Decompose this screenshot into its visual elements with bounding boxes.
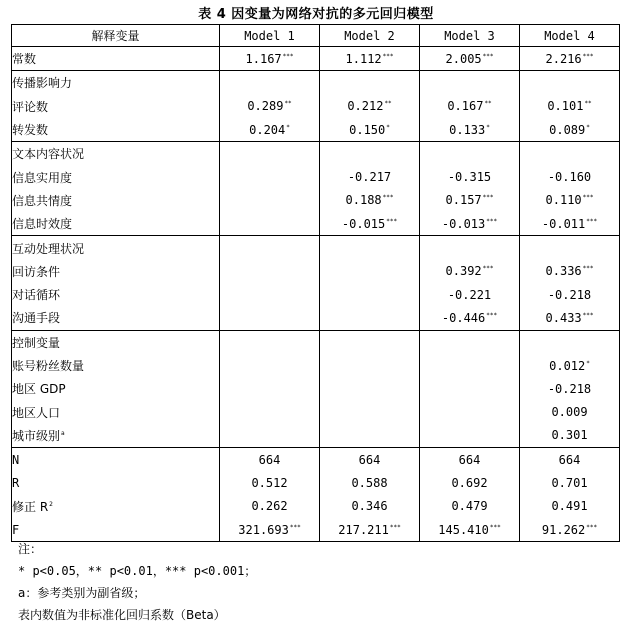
coef-value: 0.009 bbox=[551, 405, 588, 420]
coef-cell-model-2 bbox=[320, 330, 420, 354]
coef-value: 0.701 bbox=[551, 475, 588, 490]
row-label bbox=[12, 400, 220, 423]
coef-cell-model-3 bbox=[420, 518, 520, 542]
coef-cell-model-3 bbox=[420, 495, 520, 518]
coef-cell-model-1 bbox=[220, 471, 320, 494]
header-model-3: Model 3 bbox=[420, 25, 520, 47]
significance-stars: * bbox=[486, 123, 490, 131]
row-label-text: 回访条件 bbox=[12, 264, 61, 279]
coef-cell-model-4 bbox=[520, 306, 620, 330]
coef-value: 0.089 bbox=[549, 122, 586, 137]
significance-stars: *** bbox=[586, 523, 598, 531]
significance-stars: *** bbox=[386, 217, 398, 225]
table-row bbox=[12, 142, 620, 166]
significance-stars: ** bbox=[484, 100, 492, 108]
row-label bbox=[12, 212, 220, 236]
row-label-superscript: 2 bbox=[49, 500, 53, 508]
row-label-text: 地区 GDP bbox=[12, 382, 66, 397]
coef-value: -0.160 bbox=[547, 170, 592, 185]
notes-title: 注： bbox=[18, 542, 43, 556]
coef-value: -0.013 bbox=[441, 216, 486, 231]
coef-cell-model-3 bbox=[420, 330, 520, 354]
table-row bbox=[12, 118, 620, 142]
significance-stars: *** bbox=[389, 523, 401, 531]
coef-cell-model-3 bbox=[420, 400, 520, 423]
coef-value: 664 bbox=[458, 452, 481, 467]
row-label-text: 地区人口 bbox=[12, 405, 61, 420]
regression-table bbox=[11, 24, 620, 542]
coef-cell-model-4 bbox=[520, 448, 620, 472]
coef-value: 0.392 bbox=[445, 264, 482, 279]
row-label-text: 修正 R bbox=[12, 499, 49, 514]
significance-stars: *** bbox=[382, 194, 394, 202]
significance-stars: *** bbox=[482, 194, 494, 202]
coef-value: 0.289 bbox=[247, 99, 284, 114]
coef-value: -0.218 bbox=[547, 287, 592, 302]
coef-cell-model-2 bbox=[320, 142, 420, 166]
coef-cell-model-2 bbox=[320, 260, 420, 283]
row-label bbox=[12, 47, 220, 71]
table-header-row bbox=[12, 25, 620, 47]
coef-cell-model-2 bbox=[320, 236, 420, 260]
significance-stars: * bbox=[586, 123, 590, 131]
coef-cell-model-3 bbox=[420, 306, 520, 330]
row-label-text: 信息实用度 bbox=[12, 170, 73, 185]
coef-cell-model-1 bbox=[220, 306, 320, 330]
coef-cell-model-3 bbox=[420, 165, 520, 188]
row-label bbox=[12, 306, 220, 330]
coef-cell-model-3 bbox=[420, 236, 520, 260]
coef-value: 664 bbox=[558, 452, 581, 467]
coef-cell-model-2 bbox=[320, 95, 420, 118]
coef-cell-model-1 bbox=[220, 495, 320, 518]
coef-value: 0.262 bbox=[251, 499, 288, 514]
significance-stars: *** bbox=[582, 52, 594, 60]
row-label-text: 城市级别 bbox=[12, 428, 61, 443]
row-label-text: 常数 bbox=[12, 52, 37, 67]
row-label bbox=[12, 330, 220, 354]
coef-value: 0.491 bbox=[551, 499, 588, 514]
row-label bbox=[12, 71, 220, 95]
coef-cell-model-1 bbox=[220, 400, 320, 423]
table-row bbox=[12, 212, 620, 236]
coef-value: 0.433 bbox=[545, 310, 582, 325]
significance-stars: *** bbox=[382, 52, 394, 60]
significance-stars: ** bbox=[384, 100, 392, 108]
significance-stars: *** bbox=[582, 194, 594, 202]
coef-cell-model-3 bbox=[420, 471, 520, 494]
coef-value: 217.211 bbox=[338, 522, 389, 537]
coef-cell-model-2 bbox=[320, 471, 420, 494]
row-label bbox=[12, 471, 220, 494]
table-row bbox=[12, 354, 620, 377]
table-row bbox=[12, 95, 620, 118]
coef-cell-model-2 bbox=[320, 189, 420, 212]
coef-value: -0.221 bbox=[447, 287, 492, 302]
table-row bbox=[12, 71, 620, 95]
table-row bbox=[12, 495, 620, 518]
notes-significance: * p<0.05，** p<0.01，*** p<0.001； bbox=[18, 564, 257, 578]
coef-cell-model-3 bbox=[420, 260, 520, 283]
significance-stars: *** bbox=[482, 52, 494, 60]
row-label bbox=[12, 448, 220, 472]
coef-cell-model-4 bbox=[520, 47, 620, 71]
coef-value: 321.693 bbox=[238, 522, 289, 537]
coef-value: 0.150 bbox=[349, 122, 386, 137]
coef-cell-model-2 bbox=[320, 354, 420, 377]
coef-value: 2.216 bbox=[545, 51, 582, 66]
significance-stars: *** bbox=[586, 217, 598, 225]
coef-cell-model-4 bbox=[520, 260, 620, 283]
coef-cell-model-2 bbox=[320, 165, 420, 188]
coef-cell-model-1 bbox=[220, 95, 320, 118]
row-label-text: 信息共情度 bbox=[12, 193, 73, 208]
table-body bbox=[12, 47, 620, 542]
coef-cell-model-3 bbox=[420, 118, 520, 142]
row-label-text: F bbox=[12, 522, 20, 537]
coef-cell-model-1 bbox=[220, 377, 320, 400]
coef-cell-model-4 bbox=[520, 495, 620, 518]
significance-stars: *** bbox=[489, 523, 501, 531]
coef-cell-model-2 bbox=[320, 212, 420, 236]
coef-cell-model-2 bbox=[320, 71, 420, 95]
coef-cell-model-1 bbox=[220, 71, 320, 95]
coef-value: 1.167 bbox=[245, 51, 282, 66]
coef-cell-model-4 bbox=[520, 471, 620, 494]
row-label bbox=[12, 165, 220, 188]
coef-cell-model-1 bbox=[220, 189, 320, 212]
coef-value: 0.188 bbox=[345, 193, 382, 208]
row-label-superscript: a bbox=[61, 429, 65, 437]
row-label-text: R bbox=[12, 475, 20, 490]
coef-cell-model-1 bbox=[220, 236, 320, 260]
coef-cell-model-1 bbox=[220, 424, 320, 448]
coef-cell-model-3 bbox=[420, 71, 520, 95]
coef-cell-model-4 bbox=[520, 283, 620, 306]
coef-cell-model-2 bbox=[320, 448, 420, 472]
row-label bbox=[12, 142, 220, 166]
coef-cell-model-1 bbox=[220, 354, 320, 377]
row-label-text: N bbox=[12, 452, 20, 467]
coef-value: 0.479 bbox=[451, 499, 488, 514]
coef-value: 2.005 bbox=[445, 51, 482, 66]
table-notes bbox=[18, 538, 256, 626]
coef-value: 0.346 bbox=[351, 499, 388, 514]
table-row bbox=[12, 400, 620, 423]
coef-cell-model-4 bbox=[520, 95, 620, 118]
coef-cell-model-3 bbox=[420, 212, 520, 236]
coef-cell-model-3 bbox=[420, 448, 520, 472]
coef-cell-model-4 bbox=[520, 212, 620, 236]
table-row bbox=[12, 424, 620, 448]
coef-value: 0.204 bbox=[249, 122, 286, 137]
row-label-text: 转发数 bbox=[12, 123, 49, 138]
row-label-text: 账号粉丝数量 bbox=[12, 359, 85, 373]
row-label bbox=[12, 236, 220, 260]
significance-stars: *** bbox=[289, 523, 301, 531]
row-label bbox=[12, 283, 220, 306]
significance-stars: *** bbox=[482, 265, 494, 273]
significance-stars: * bbox=[386, 123, 390, 131]
coef-value: 0.101 bbox=[547, 99, 584, 114]
row-label-text: 对话循环 bbox=[12, 288, 61, 303]
coef-value: -0.015 bbox=[341, 216, 386, 231]
coef-value: 0.301 bbox=[551, 428, 588, 443]
row-label bbox=[12, 189, 220, 212]
coef-cell-model-3 bbox=[420, 354, 520, 377]
coef-cell-model-2 bbox=[320, 118, 420, 142]
row-label bbox=[12, 95, 220, 118]
coef-value: -0.011 bbox=[541, 216, 586, 231]
coef-value: -0.446 bbox=[441, 310, 486, 325]
coef-value: 664 bbox=[358, 452, 381, 467]
row-label bbox=[12, 260, 220, 283]
coef-cell-model-4 bbox=[520, 518, 620, 542]
coef-value: 0.692 bbox=[451, 475, 488, 490]
coef-cell-model-3 bbox=[420, 283, 520, 306]
significance-stars: *** bbox=[582, 265, 594, 273]
table-row bbox=[12, 236, 620, 260]
row-label-text: 控制变量 bbox=[12, 335, 61, 350]
coef-value: 0.157 bbox=[445, 193, 482, 208]
coef-cell-model-1 bbox=[220, 283, 320, 306]
coef-cell-model-1 bbox=[220, 448, 320, 472]
coef-cell-model-2 bbox=[320, 283, 420, 306]
coef-cell-model-4 bbox=[520, 400, 620, 423]
table-row bbox=[12, 283, 620, 306]
coef-cell-model-3 bbox=[420, 424, 520, 448]
coef-cell-model-4 bbox=[520, 354, 620, 377]
coef-value: 0.133 bbox=[449, 122, 486, 137]
coef-cell-model-2 bbox=[320, 306, 420, 330]
coef-cell-model-1 bbox=[220, 212, 320, 236]
coef-value: -0.218 bbox=[547, 381, 592, 396]
header-variable: 解释变量 bbox=[12, 25, 220, 47]
coef-cell-model-2 bbox=[320, 518, 420, 542]
header-model-4: Model 4 bbox=[520, 25, 620, 47]
coef-cell-model-2 bbox=[320, 377, 420, 400]
coef-cell-model-3 bbox=[420, 47, 520, 71]
coef-cell-model-1 bbox=[220, 165, 320, 188]
coef-value: 0.110 bbox=[545, 193, 582, 208]
coef-value: 0.336 bbox=[545, 264, 582, 279]
significance-stars: *** bbox=[486, 311, 498, 319]
notes-beta: 表内数值为非标准化回归系数（Beta） bbox=[18, 608, 226, 622]
coef-value: -0.217 bbox=[347, 170, 392, 185]
coef-cell-model-4 bbox=[520, 71, 620, 95]
coef-cell-model-4 bbox=[520, 189, 620, 212]
significance-stars: * bbox=[286, 123, 290, 131]
coef-cell-model-1 bbox=[220, 47, 320, 71]
table-row bbox=[12, 471, 620, 494]
significance-stars: ** bbox=[284, 100, 292, 108]
coef-cell-model-4 bbox=[520, 118, 620, 142]
header-model-1: Model 1 bbox=[220, 25, 320, 47]
row-label-text: 信息时效度 bbox=[12, 217, 73, 232]
row-label bbox=[12, 118, 220, 142]
coef-value: 0.167 bbox=[447, 99, 484, 114]
table-row bbox=[12, 448, 620, 472]
table-row bbox=[12, 377, 620, 400]
coef-cell-model-4 bbox=[520, 142, 620, 166]
significance-stars: * bbox=[586, 359, 590, 367]
table-row bbox=[12, 330, 620, 354]
coef-value: 0.212 bbox=[347, 99, 384, 114]
significance-stars: *** bbox=[582, 311, 594, 319]
significance-stars: *** bbox=[282, 52, 294, 60]
coef-cell-model-2 bbox=[320, 400, 420, 423]
row-label-text: 沟通手段 bbox=[12, 311, 61, 326]
coef-cell-model-1 bbox=[220, 142, 320, 166]
coef-cell-model-2 bbox=[320, 424, 420, 448]
row-label-text: 互动处理状况 bbox=[12, 241, 85, 256]
coef-cell-model-1 bbox=[220, 118, 320, 142]
significance-stars: ** bbox=[584, 100, 592, 108]
coef-cell-model-2 bbox=[320, 495, 420, 518]
row-label bbox=[12, 377, 220, 400]
coef-cell-model-1 bbox=[220, 260, 320, 283]
coef-cell-model-4 bbox=[520, 424, 620, 448]
table-row bbox=[12, 306, 620, 330]
coef-value: 0.512 bbox=[251, 475, 288, 490]
header-model-2: Model 2 bbox=[320, 25, 420, 47]
coef-value: 664 bbox=[258, 452, 281, 467]
row-label-text: 文本内容状况 bbox=[12, 147, 85, 162]
coef-value: 0.588 bbox=[351, 475, 388, 490]
coef-cell-model-3 bbox=[420, 142, 520, 166]
coef-cell-model-2 bbox=[320, 47, 420, 71]
notes-reference-category: a：参考类别为副省级； bbox=[18, 586, 146, 600]
coef-cell-model-3 bbox=[420, 377, 520, 400]
coef-cell-model-1 bbox=[220, 330, 320, 354]
table-row bbox=[12, 260, 620, 283]
row-label bbox=[12, 354, 220, 377]
coef-value: 145.410 bbox=[438, 522, 489, 537]
significance-stars: *** bbox=[486, 217, 498, 225]
table-row bbox=[12, 165, 620, 188]
table-caption: 表 4 因变量为网络对抗的多元回归模型 bbox=[198, 7, 434, 22]
coef-cell-model-3 bbox=[420, 95, 520, 118]
coef-cell-model-3 bbox=[420, 189, 520, 212]
row-label bbox=[12, 495, 220, 518]
coef-cell-model-4 bbox=[520, 236, 620, 260]
coef-value: 0.012 bbox=[549, 358, 586, 373]
row-label-text: 评论数 bbox=[12, 99, 49, 114]
table-row bbox=[12, 189, 620, 212]
coef-value: -0.315 bbox=[447, 170, 492, 185]
row-label bbox=[12, 424, 220, 448]
coef-cell-model-4 bbox=[520, 165, 620, 188]
coef-cell-model-4 bbox=[520, 377, 620, 400]
coef-value: 1.112 bbox=[345, 51, 382, 66]
coef-cell-model-4 bbox=[520, 330, 620, 354]
table-row bbox=[12, 47, 620, 71]
coef-value: 91.262 bbox=[541, 522, 586, 537]
row-label-text: 传播影响力 bbox=[12, 76, 73, 91]
